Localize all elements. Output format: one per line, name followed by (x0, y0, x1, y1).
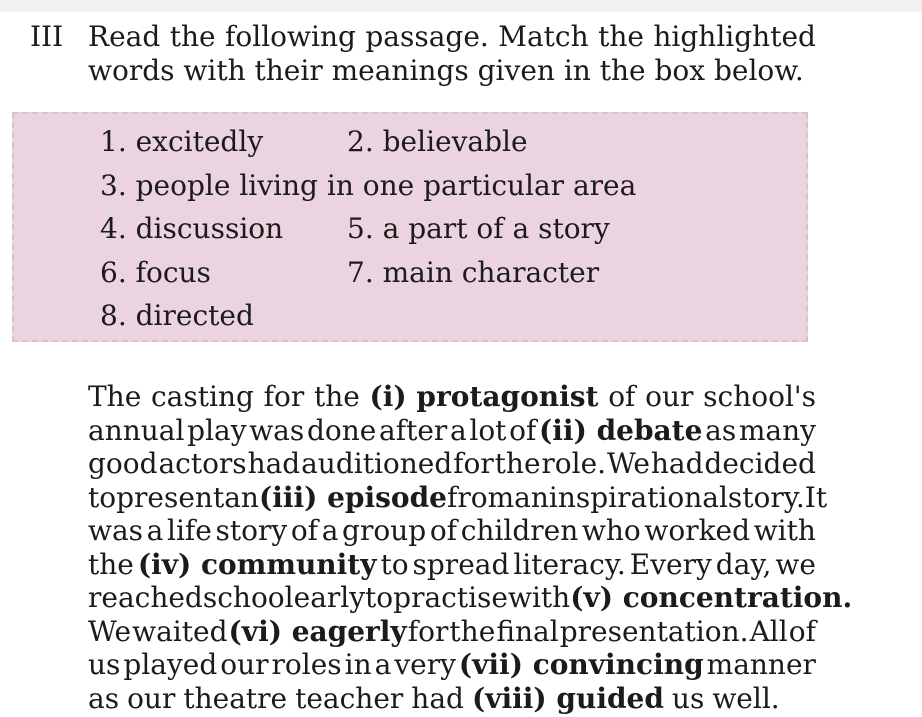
passage-word: with (508, 581, 571, 614)
passage-word: casting (151, 380, 254, 413)
passage-word: an (224, 480, 259, 514)
passage-word: as (88, 681, 120, 715)
passage-word: well. (712, 681, 780, 715)
passage-word: worked (644, 514, 751, 547)
passage-word: played (123, 648, 218, 681)
passage-word: early (293, 581, 366, 614)
instruction-word: highlighted (653, 20, 816, 53)
passage-word: day, (715, 547, 772, 581)
passage-word: very (394, 648, 456, 681)
highlighted-word: (iii) episode (258, 480, 447, 514)
passage-word: us (671, 681, 705, 715)
exercise-number: III (30, 20, 64, 53)
passage-word: in (344, 648, 372, 681)
passage (88, 380, 853, 715)
top-strip (0, 0, 922, 12)
passage-word: us (88, 648, 121, 681)
passage-line (88, 682, 816, 716)
passage-word: our (645, 380, 694, 413)
passage-word: had (411, 681, 464, 715)
passage-word: for (453, 447, 494, 480)
passage-word: of (509, 413, 537, 447)
passage-word: All (749, 614, 788, 648)
highlighted-word: (ii) debate (539, 413, 703, 447)
passage-word: story. (727, 480, 805, 514)
passage-line (88, 447, 816, 481)
passage-word: after (379, 413, 448, 447)
instruction-line-2: words with their meanings given in the box below. (88, 54, 804, 87)
passage-word: auditioned (301, 447, 453, 480)
passage-word: of (290, 514, 319, 547)
passage-word: of (788, 614, 816, 648)
passage-word: of (608, 380, 636, 413)
passage-word: the (313, 380, 360, 413)
passage-word: for (263, 380, 305, 413)
passage-word: school's (703, 380, 816, 413)
passage-word: was (88, 514, 144, 547)
passage-word: decided (704, 447, 816, 480)
meaning-option: 8. directed (100, 299, 254, 332)
passage-line (88, 514, 816, 548)
passage-word: our (127, 681, 176, 715)
passage-word: many (738, 413, 816, 447)
instruction-word: Match (498, 20, 589, 53)
passage-word: we (775, 547, 816, 581)
passage-line (88, 648, 816, 682)
highlighted-word: (vi) eagerly (228, 614, 407, 648)
passage-word: roles (271, 648, 342, 681)
passage-word: to (88, 480, 117, 514)
passage-word: waited (132, 614, 228, 648)
passage-word: teacher (295, 681, 404, 715)
instruction-line-1 (88, 20, 816, 54)
passage-word: group (342, 514, 427, 547)
passage-word: literacy. (513, 547, 626, 581)
highlighted-word: (v) concentration. (570, 581, 853, 614)
passage-word: a (146, 514, 164, 547)
passage-word: as (705, 413, 737, 447)
passage-line (88, 480, 828, 515)
passage-word: final (496, 614, 559, 648)
meaning-option: 7. main character (347, 256, 600, 289)
passage-word: story (215, 514, 288, 547)
passage-word: lot (469, 413, 507, 447)
highlighted-word: (vii) convincing (458, 648, 704, 681)
passage-word: role. (541, 447, 607, 480)
passage-word: good (88, 447, 158, 480)
passage-word: presentation. (559, 614, 749, 648)
passage-word: from (446, 480, 515, 514)
highlighted-word: (viii) guided (471, 681, 664, 715)
meaning-option: 2. believable (347, 125, 528, 158)
passage-line (88, 414, 816, 448)
passage-word: school (202, 581, 294, 614)
passage-word: manner (706, 648, 816, 681)
passage-word: had (247, 447, 301, 480)
passage-line (88, 380, 816, 414)
passage-word: inspirational (548, 480, 728, 514)
passage-word: life (167, 514, 212, 547)
instruction (88, 20, 816, 88)
passage-word: annual (88, 413, 185, 447)
passage-word: Every (629, 547, 712, 581)
instruction-word: the (598, 20, 644, 53)
passage-word: to (380, 547, 409, 581)
passage-word: play (187, 413, 247, 447)
passage-word: a (321, 514, 339, 547)
passage-word: was (249, 413, 305, 447)
passage-line (88, 581, 853, 615)
passage-word: a (449, 413, 467, 447)
passage-word: spread (412, 547, 510, 581)
passage-word: for (407, 614, 449, 648)
passage-word: reached (88, 581, 203, 614)
passage-word: with (753, 514, 816, 547)
passage-word: of (429, 514, 458, 547)
passage-line (88, 548, 816, 582)
instruction-word: the (169, 20, 216, 53)
meaning-option: 5. a part of a story (347, 212, 610, 245)
passage-word: It (804, 480, 828, 514)
passage-word: had (650, 447, 704, 480)
passage-word: The (88, 380, 142, 413)
passage-word: actors (158, 447, 247, 480)
passage-word: to (365, 581, 394, 614)
passage-word: practise (393, 581, 508, 614)
passage-word: the (494, 447, 541, 480)
passage-line (88, 615, 816, 649)
passage-word: theatre (183, 681, 288, 715)
passage-word: who (581, 514, 641, 547)
instruction-word: passage. (365, 20, 489, 53)
passage-word: We (88, 614, 132, 648)
highlighted-word: (iv) community (137, 547, 377, 581)
instruction-word: following (225, 20, 356, 53)
meaning-option: 3. people living in one particular area (100, 169, 637, 202)
highlighted-word: (i) protagonist (369, 380, 599, 413)
passage-word: present (116, 480, 225, 514)
passage-word: done (306, 413, 377, 447)
passage-word: a (374, 648, 392, 681)
passage-word: children (460, 514, 579, 547)
meaning-option: 6. focus (100, 256, 211, 289)
meaning-option: 4. discussion (100, 212, 284, 245)
passage-word: We (606, 447, 651, 480)
instruction-word: Read (88, 20, 161, 53)
passage-word: the (88, 547, 134, 581)
passage-word: our (220, 648, 269, 681)
meaning-option: 1. excitedly (100, 125, 264, 158)
passage-word: an (514, 480, 549, 514)
passage-word: the (449, 614, 496, 648)
